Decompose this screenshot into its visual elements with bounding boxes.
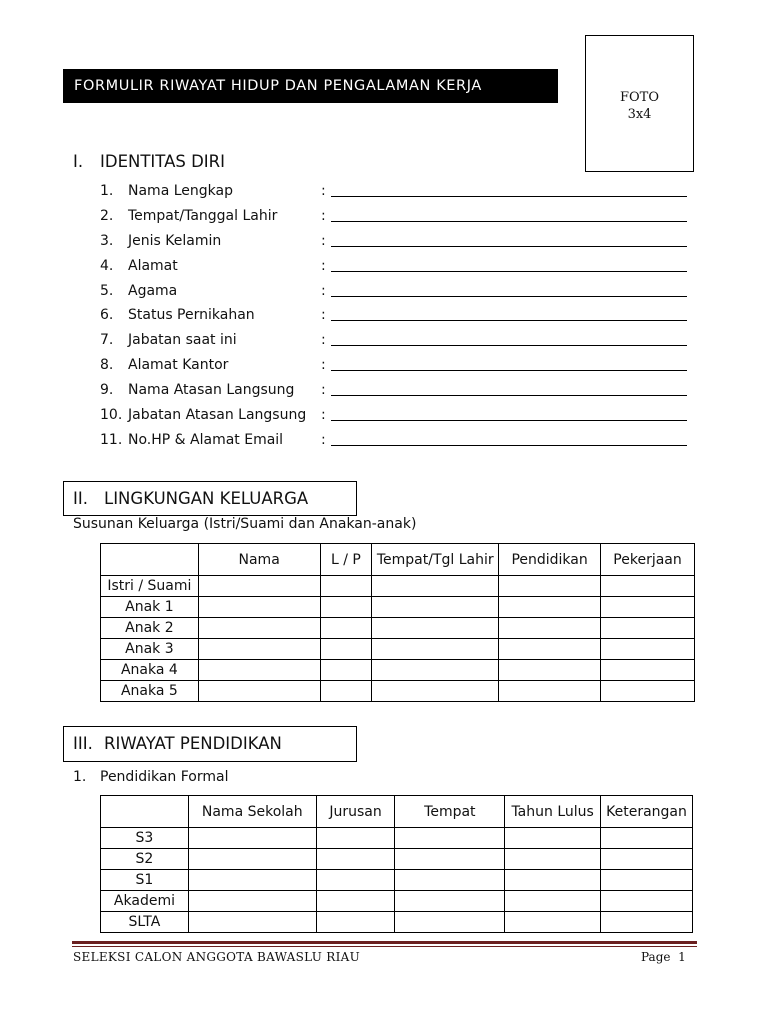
row-label: Akademi: [101, 891, 189, 912]
table-cell[interactable]: [372, 660, 499, 681]
table-cell[interactable]: [395, 912, 505, 933]
sub-title: Pendidikan Formal: [100, 769, 229, 785]
section-title: IDENTITAS DIRI: [100, 152, 225, 171]
field-number: 7.: [100, 332, 114, 349]
footer-rule-thin: [72, 946, 697, 947]
table-row: [101, 660, 695, 681]
field-number: 3.: [100, 232, 114, 249]
table-row: [101, 681, 695, 702]
field-number: 1.: [100, 183, 114, 199]
field-colon: :: [321, 382, 326, 399]
education-subtitle: [73, 769, 228, 785]
section-keluarga-heading: [63, 481, 357, 516]
table-row: [101, 912, 693, 933]
table-header-row: [101, 544, 695, 576]
column-header: [101, 796, 189, 828]
field-colon: :: [321, 407, 326, 424]
table-cell[interactable]: [505, 849, 601, 870]
table-cell[interactable]: [320, 576, 372, 597]
table-cell[interactable]: [601, 828, 693, 849]
table-cell[interactable]: [372, 639, 499, 660]
field-label: Jabatan saat ini: [128, 332, 237, 349]
row-label: Anaka 5: [101, 681, 199, 702]
page-label: Page: [641, 950, 671, 964]
field-colon: :: [321, 282, 326, 299]
table-cell[interactable]: [320, 597, 372, 618]
table-cell[interactable]: [601, 597, 695, 618]
field-blank-line[interactable]: [331, 232, 687, 247]
column-header: Jurusan: [316, 796, 395, 828]
identity-field-row: [100, 355, 700, 380]
table-cell[interactable]: [372, 681, 499, 702]
table-cell[interactable]: [320, 681, 372, 702]
field-blank-line[interactable]: [331, 306, 687, 321]
field-blank-line[interactable]: [331, 406, 687, 421]
field-label: Status Pernikahan: [128, 307, 255, 324]
field-number: 8.: [100, 357, 114, 374]
table-row: [101, 849, 693, 870]
identity-field-row: [100, 256, 700, 281]
identity-field-row: [100, 281, 700, 306]
table-cell[interactable]: [188, 891, 316, 912]
page-number: [641, 950, 686, 964]
field-label: Jabatan Atasan Langsung: [128, 407, 307, 424]
identity-field-row: [100, 181, 700, 206]
family-subtitle: Susunan Keluarga (Istri/Suami dan Anakan-anak): [73, 516, 417, 532]
column-header: L / P: [320, 544, 372, 576]
row-label: Anak 3: [101, 639, 199, 660]
row-label: S2: [101, 849, 189, 870]
field-blank-line[interactable]: [331, 356, 687, 371]
table-row: [101, 639, 695, 660]
column-header: Pekerjaan: [601, 544, 695, 576]
table-cell[interactable]: [372, 597, 499, 618]
field-label: Alamat Kantor: [128, 357, 229, 374]
field-colon: :: [321, 257, 326, 274]
field-label: Jenis Kelamin: [128, 232, 222, 249]
field-label: Tempat/Tanggal Lahir: [128, 207, 278, 224]
table-cell[interactable]: [601, 912, 693, 933]
table-cell[interactable]: [372, 618, 499, 639]
table-cell[interactable]: [601, 639, 695, 660]
column-header: Tempat: [395, 796, 505, 828]
field-colon: :: [321, 183, 326, 199]
table-cell[interactable]: [601, 576, 695, 597]
table-cell[interactable]: [601, 618, 695, 639]
section-number: II.: [73, 489, 88, 508]
table-row: [101, 891, 693, 912]
table-row: [101, 576, 695, 597]
field-number: 6.: [100, 307, 114, 324]
photo-size: 3x4: [627, 107, 652, 122]
table-cell[interactable]: [395, 849, 505, 870]
table-cell[interactable]: [505, 912, 601, 933]
table-cell[interactable]: [320, 618, 372, 639]
field-label: Agama: [128, 282, 178, 299]
table-cell[interactable]: [505, 828, 601, 849]
row-label: Anak 1: [101, 597, 199, 618]
row-label: S1: [101, 870, 189, 891]
table-cell[interactable]: [499, 597, 601, 618]
field-number: 4.: [100, 257, 114, 274]
table-cell[interactable]: [601, 660, 695, 681]
page-value: 1: [678, 950, 686, 964]
row-label: SLTA: [101, 912, 189, 933]
table-cell[interactable]: [499, 639, 601, 660]
table-cell[interactable]: [601, 849, 693, 870]
table-cell[interactable]: [320, 660, 372, 681]
table-cell[interactable]: [316, 849, 395, 870]
table-cell[interactable]: [505, 891, 601, 912]
field-colon: :: [321, 431, 326, 448]
table-cell[interactable]: [188, 870, 316, 891]
field-colon: :: [321, 232, 326, 249]
identity-field-row: [100, 305, 700, 330]
table-cell[interactable]: [198, 597, 320, 618]
table-row: [101, 618, 695, 639]
form-title: FORMULIR RIWAYAT HIDUP DAN PENGALAMAN KERJA: [63, 69, 558, 103]
identity-field-row: [100, 206, 700, 231]
table-cell[interactable]: [499, 681, 601, 702]
table-cell[interactable]: [316, 828, 395, 849]
row-label: S3: [101, 828, 189, 849]
sub-number: 1.: [73, 769, 87, 785]
field-number: 9.: [100, 382, 114, 399]
field-blank-line[interactable]: [331, 182, 687, 197]
table-cell[interactable]: [198, 681, 320, 702]
field-colon: :: [321, 207, 326, 224]
section-identitas-heading: [73, 152, 225, 171]
table-cell[interactable]: [198, 639, 320, 660]
column-header: [101, 544, 199, 576]
column-header: Tahun Lulus: [505, 796, 601, 828]
column-header: Nama: [198, 544, 320, 576]
column-header: Tempat/Tgl Lahir: [372, 544, 499, 576]
table-cell[interactable]: [188, 828, 316, 849]
field-label: Nama Lengkap: [128, 183, 233, 199]
identity-field-row: [100, 231, 700, 256]
table-cell[interactable]: [601, 870, 693, 891]
photo-placeholder: [585, 35, 694, 172]
table-cell[interactable]: [320, 639, 372, 660]
section-title: LINGKUNGAN KELUARGA: [104, 489, 309, 508]
column-header: Nama Sekolah: [188, 796, 316, 828]
table-cell[interactable]: [316, 912, 395, 933]
table-cell[interactable]: [395, 828, 505, 849]
section-number: III.: [73, 734, 93, 753]
row-label: Anak 2: [101, 618, 199, 639]
table-row: [101, 870, 693, 891]
field-label: Alamat: [128, 257, 178, 274]
field-colon: :: [321, 357, 326, 374]
table-cell[interactable]: [316, 891, 395, 912]
table-cell[interactable]: [198, 618, 320, 639]
field-colon: :: [321, 307, 326, 324]
row-label: Anaka 4: [101, 660, 199, 681]
table-cell[interactable]: [499, 618, 601, 639]
field-number: 2.: [100, 207, 114, 224]
identity-field-row: [100, 430, 700, 455]
field-number: 5.: [100, 282, 114, 299]
field-label: Nama Atasan Langsung: [128, 382, 295, 399]
field-label: No.HP & Alamat Email: [128, 431, 284, 448]
table-cell[interactable]: [316, 870, 395, 891]
table-cell[interactable]: [372, 576, 499, 597]
identity-field-list: [100, 181, 700, 455]
field-blank-line[interactable]: [331, 257, 687, 272]
section-pendidikan-heading: [63, 726, 357, 762]
section-title: RIWAYAT PENDIDIKAN: [104, 734, 282, 753]
footer-text: SELEKSI CALON ANGGOTA BAWASLU RIAU: [73, 950, 361, 964]
row-label: Istri / Suami: [101, 576, 199, 597]
education-table: [100, 795, 693, 933]
field-number: 11.: [100, 431, 123, 448]
identity-field-row: [100, 330, 700, 355]
identity-field-row: [100, 380, 700, 405]
photo-label: FOTO: [619, 90, 659, 105]
column-header: Pendidikan: [499, 544, 601, 576]
table-cell[interactable]: [499, 660, 601, 681]
field-blank-line[interactable]: [331, 282, 687, 297]
table-cell[interactable]: [395, 870, 505, 891]
identity-field-row: [100, 405, 700, 430]
table-cell[interactable]: [188, 849, 316, 870]
family-table: [100, 543, 695, 702]
field-blank-line[interactable]: [331, 381, 687, 396]
footer-rule-thick: [72, 941, 697, 944]
table-cell[interactable]: [188, 912, 316, 933]
field-blank-line[interactable]: [331, 207, 687, 222]
field-colon: :: [321, 332, 326, 349]
table-cell[interactable]: [395, 891, 505, 912]
section-number: I.: [73, 152, 84, 171]
table-cell[interactable]: [601, 891, 693, 912]
field-blank-line[interactable]: [331, 331, 687, 346]
field-blank-line[interactable]: [331, 431, 687, 446]
table-cell[interactable]: [198, 660, 320, 681]
table-cell[interactable]: [505, 870, 601, 891]
table-row: [101, 828, 693, 849]
table-cell[interactable]: [601, 681, 695, 702]
table-row: [101, 597, 695, 618]
table-header-row: [101, 796, 693, 828]
field-number: 10.: [100, 407, 123, 424]
table-cell[interactable]: [499, 576, 601, 597]
column-header: Keterangan: [601, 796, 693, 828]
table-cell[interactable]: [198, 576, 320, 597]
